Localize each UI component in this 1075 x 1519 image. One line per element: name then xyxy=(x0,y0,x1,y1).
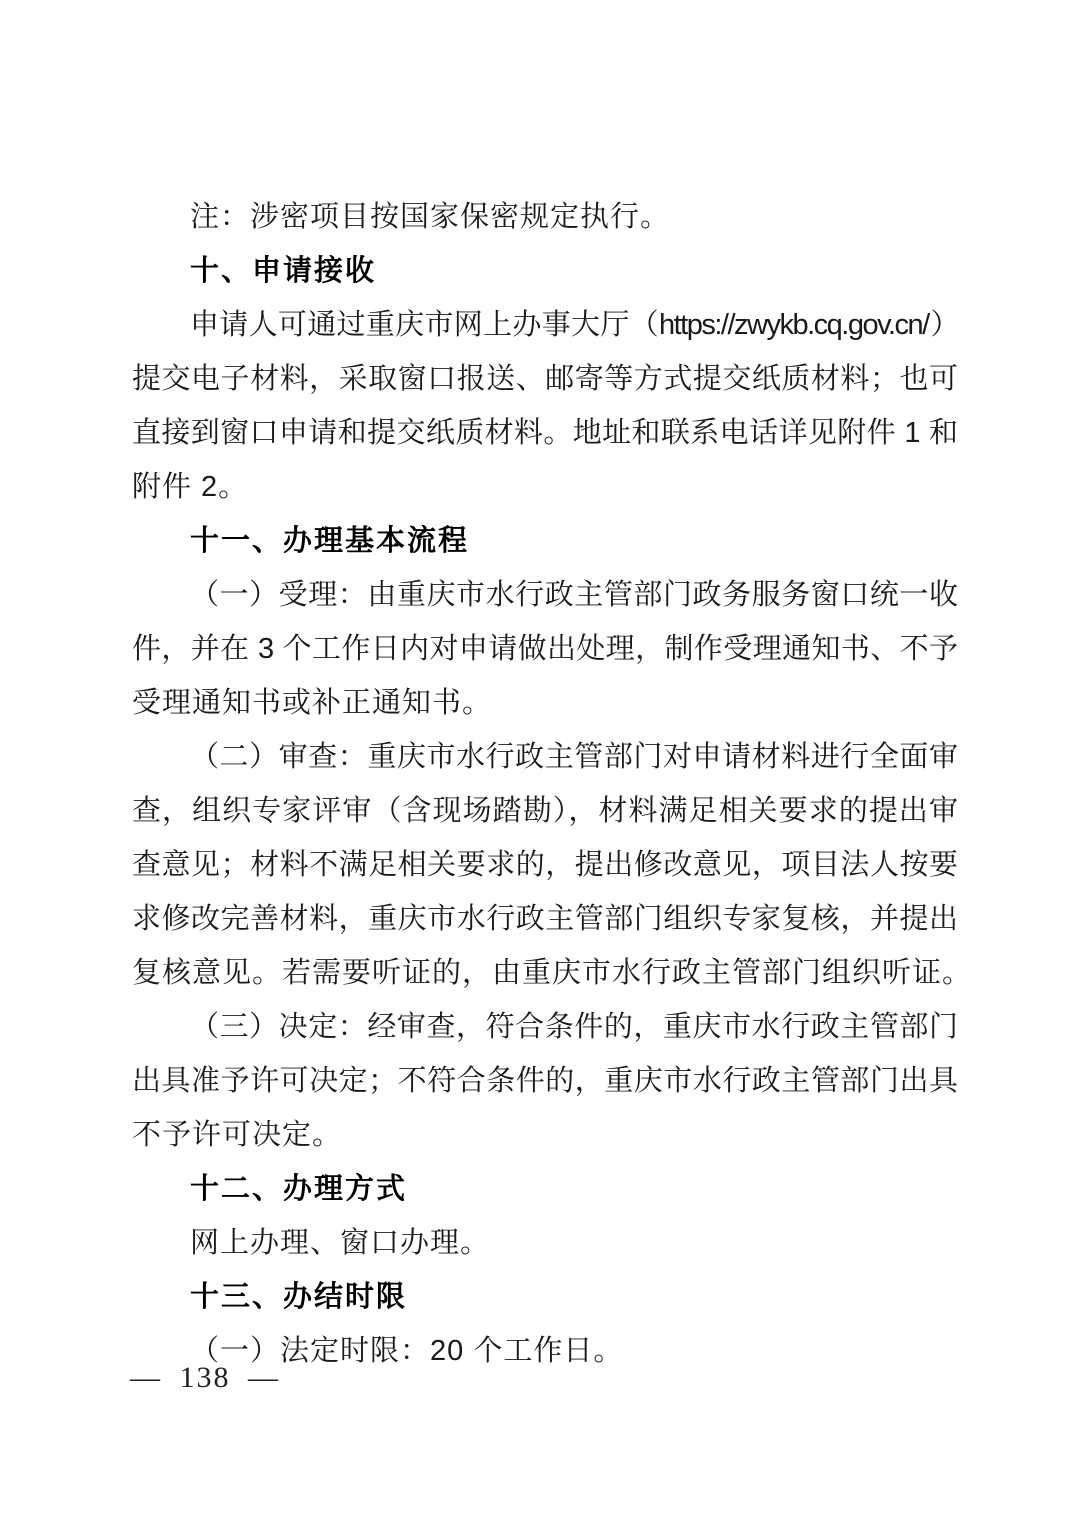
text-line: （一）受理：由重庆市水行政主管部门政务服务窗口统一收 xyxy=(190,579,958,611)
text-line: 受理通知书或补正通知书。 xyxy=(132,687,493,719)
text-line: 网上办理、窗口办理。 xyxy=(190,1227,491,1259)
text-line: 申请人可通过重庆市网上办事大厅（https://zwykb.cq.gov.cn/） xyxy=(190,309,958,341)
section-heading: 十三、办结时限 xyxy=(190,1281,408,1313)
text-line: 出具准予许可决定；不符合条件的，重庆市水行政主管部门出具 xyxy=(132,1065,958,1097)
text-line: 求修改完善材料，重庆市水行政主管部门组织专家复核，并提出 xyxy=(132,903,958,935)
text-line: 复核意见。若需要听证的，由重庆市水行政主管部门组织听证。 xyxy=(132,957,973,989)
page-number: — 138 — xyxy=(130,1361,280,1394)
text-line: （二）审查：重庆市水行政主管部门对申请材料进行全面审 xyxy=(190,741,958,773)
text-line: 件，并在 3 个工作日内对申请做出处理，制作受理通知书、不予 xyxy=(132,633,958,665)
text-line: 直接到窗口申请和提交纸质材料。地址和联系电话详见附件 1 和 xyxy=(132,417,958,449)
section-heading: 十、申请接收 xyxy=(190,255,377,287)
page-footer xyxy=(130,1362,280,1394)
text-line: （一）法定时限：20 个工作日。 xyxy=(190,1335,624,1367)
document-body xyxy=(132,190,973,1378)
section-heading: 十一、办理基本流程 xyxy=(190,525,470,557)
text-line: 附件 2。 xyxy=(132,471,249,503)
text-line: （三）决定：经审查，符合条件的，重庆市水行政主管部门 xyxy=(190,1011,958,1043)
text-line: 提交电子材料，采取窗口报送、邮寄等方式提交纸质材料；也可 xyxy=(132,363,958,395)
text-line: 查，组织专家评审（含现场踏勘），材料满足相关要求的提出审 xyxy=(132,795,958,827)
text-line: 注：涉密项目按国家保密规定执行。 xyxy=(190,201,671,233)
text-line: 不予许可决定。 xyxy=(132,1119,343,1151)
section-heading: 十二、办理方式 xyxy=(190,1173,408,1205)
text-line: 查意见；材料不满足相关要求的，提出修改意见，项目法人按要 xyxy=(132,849,958,881)
